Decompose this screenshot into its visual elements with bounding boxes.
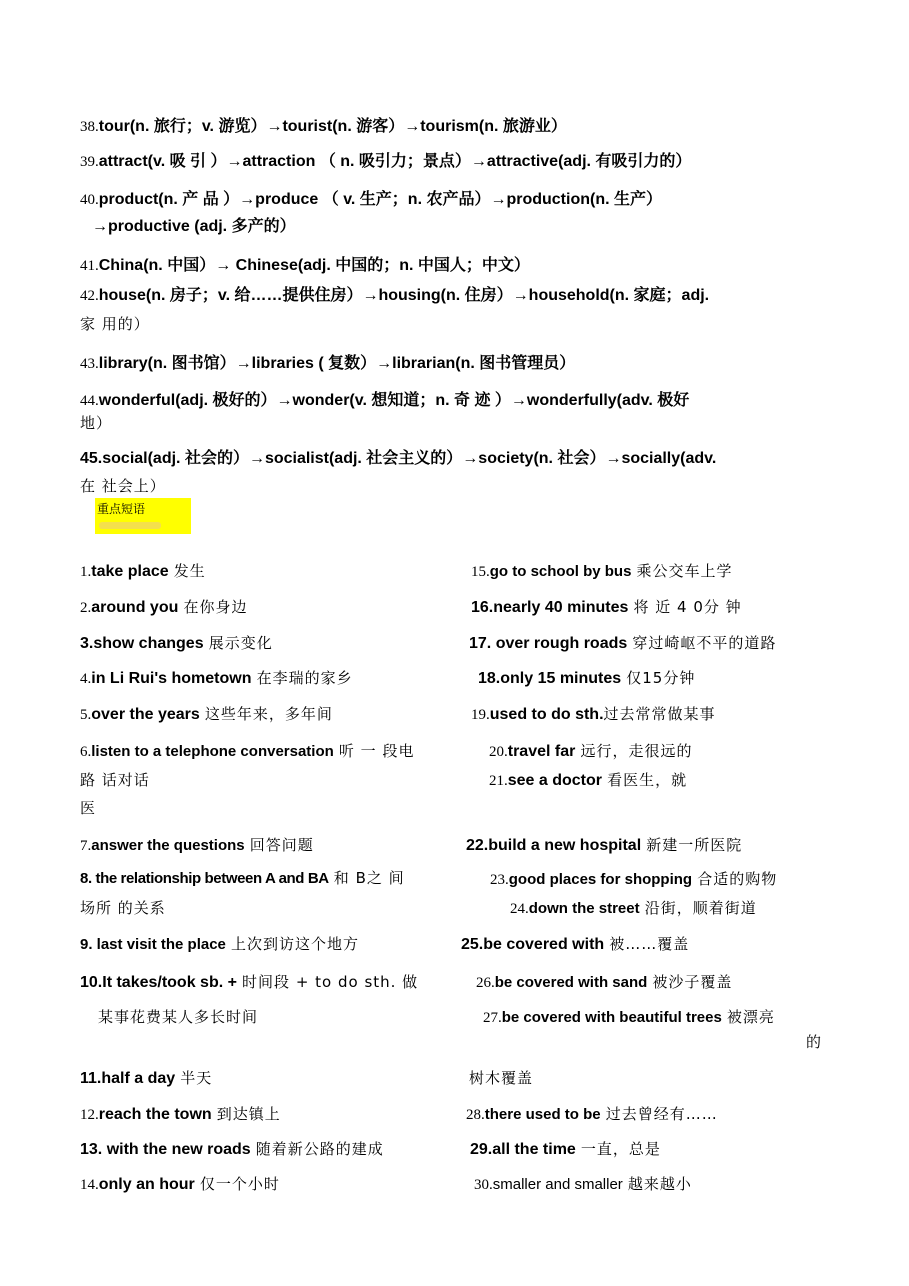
item-number: 21. xyxy=(489,773,508,789)
phrase-zh: 时间段 + to do sth. 做 xyxy=(242,973,419,991)
item-number: 42. xyxy=(80,288,99,304)
phrase-10 xyxy=(80,972,418,993)
phrase-zh: 发生 xyxy=(173,562,206,580)
vocab-text: house(n. 房子；v. 给……提供住房）→housing(n. 住房）→household(n. 家庭；adj. xyxy=(98,287,710,304)
item-number: 12. xyxy=(80,1107,99,1123)
vocab-line-45 xyxy=(80,448,716,469)
phrase-en: 3.show changes xyxy=(80,635,204,652)
item-number: 40. xyxy=(80,192,99,208)
phrase-zh: 仅15分钟 xyxy=(626,669,696,687)
phrase-zh: 一直，总是 xyxy=(580,1140,661,1158)
phrase-zh: 路 话对话 xyxy=(80,771,150,789)
phrase-zh: 场所 的关系 xyxy=(80,899,166,917)
phrase-zh: 被漂亮 xyxy=(726,1008,775,1026)
item-number: 6. xyxy=(80,744,92,760)
vocab-text: →productive (adj. 多产的） xyxy=(92,218,296,235)
phrase-28 xyxy=(466,1104,718,1125)
phrase-en: see a doctor xyxy=(507,772,603,789)
phrase-zh: 这些年来，多年间 xyxy=(204,705,333,723)
phrase-27-cont-1 xyxy=(806,1032,822,1052)
phrase-zh: 医 xyxy=(80,799,97,817)
section-label: 重点短语 xyxy=(97,502,146,516)
phrase-zh: 乘公交车上学 xyxy=(636,562,733,580)
vocab-text: library(n. 图书馆）→libraries ( 复数）→librarian(n. 图书管理员） xyxy=(98,355,576,372)
vocab-text: 家 用的） xyxy=(80,315,150,333)
item-number: 14. xyxy=(80,1177,99,1193)
item-number: 39. xyxy=(80,154,99,170)
phrase-3 xyxy=(80,633,273,654)
phrase-23 xyxy=(490,869,777,890)
phrase-zh: 和 B之 间 xyxy=(333,869,405,887)
phrase-zh: 在你身边 xyxy=(183,598,248,616)
phrase-zh: 看医生，就 xyxy=(607,771,688,789)
phrase-zh: 随着新公路的建成 xyxy=(255,1140,384,1158)
phrase-11 xyxy=(80,1068,212,1089)
vocab-line-42-cont xyxy=(80,314,150,334)
phrase-en: 22.build a new hospital xyxy=(466,837,642,854)
phrase-zh: 新建一所医院 xyxy=(646,836,743,854)
item-number: 44. xyxy=(80,393,99,409)
phrase-zh: 沿街，顺着街道 xyxy=(644,899,757,917)
phrase-6-cont xyxy=(80,770,150,790)
item-number: 30. xyxy=(474,1177,493,1193)
phrase-en: around you xyxy=(91,599,179,616)
phrase-8 xyxy=(80,868,405,889)
phrase-18 xyxy=(478,668,695,689)
item-number: 24. xyxy=(510,901,529,917)
vocab-text: 在 社会上） xyxy=(80,477,166,495)
phrase-en: good places for shopping xyxy=(508,871,693,888)
vocab-text: attract(v. 吸 引 ）→attraction （ n. 吸引力；景点）→attractive(adj. 有吸引力的） xyxy=(98,153,692,170)
phrase-en: go to school by bus xyxy=(489,563,632,580)
phrase-27-cont-2 xyxy=(469,1068,533,1088)
phrase-zh: 在李瑞的家乡 xyxy=(256,669,353,687)
phrase-14 xyxy=(80,1174,280,1195)
phrase-zh: 回答问题 xyxy=(249,836,314,854)
item-number: 7. xyxy=(80,838,92,854)
item-number: 26. xyxy=(476,975,495,991)
phrase-25 xyxy=(461,934,689,955)
phrase-zh: 到达镇上 xyxy=(216,1105,281,1123)
phrase-12 xyxy=(80,1104,281,1125)
vocab-text: product(n. 产 品 ）→produce （ v. 生产；n. 农产品）→production(n. 生产） xyxy=(98,191,662,208)
vocab-line-44 xyxy=(80,390,689,411)
phrase-zh: 的 xyxy=(806,1033,823,1051)
vocab-text: 45.social(adj. 社会的）→socialist(adj. 社会主义的）→society(n. 社会）→socially(adv. xyxy=(80,450,717,467)
phrase-1 xyxy=(80,561,206,582)
vocab-line-45-cont xyxy=(80,476,166,496)
phrase-en: 18.only 15 minutes xyxy=(478,670,622,687)
item-number: 20. xyxy=(489,744,508,760)
phrase-en: there used to be xyxy=(484,1106,601,1123)
phrase-en: 11.half a day xyxy=(80,1070,176,1087)
phrase-en: in Li Rui's hometown xyxy=(91,670,252,687)
phrase-21 xyxy=(489,770,687,791)
phrase-15 xyxy=(471,561,733,582)
vocab-line-42 xyxy=(80,285,709,306)
phrase-zh: 过去常常做某事 xyxy=(603,705,716,723)
phrase-zh: 听 一 段电 xyxy=(338,742,415,760)
phrase-24 xyxy=(510,898,757,919)
phrase-zh: 远行，走很远的 xyxy=(580,742,693,760)
phrase-zh: 越来越小 xyxy=(627,1175,692,1193)
vocab-line-44-cont xyxy=(80,413,112,433)
phrase-17 xyxy=(469,633,776,654)
phrase-zh: 树木覆盖 xyxy=(469,1069,534,1087)
phrase-en: 25.be covered with xyxy=(461,936,605,953)
item-number: 4. xyxy=(80,671,92,687)
phrase-2 xyxy=(80,597,247,618)
section-label-highlight xyxy=(95,498,191,534)
item-number: 43. xyxy=(80,356,99,372)
vocab-line-40-cont xyxy=(92,216,296,237)
phrase-9 xyxy=(80,934,359,955)
phrase-7 xyxy=(80,835,314,856)
phrase-30 xyxy=(474,1174,692,1195)
phrase-29 xyxy=(470,1139,661,1160)
phrase-en: 10.It takes/took sb. + xyxy=(80,974,237,991)
phrase-20 xyxy=(489,741,692,762)
phrase-en: down the street xyxy=(528,900,640,917)
phrase-22 xyxy=(466,835,742,856)
item-number: 19. xyxy=(471,707,490,723)
vocab-text: tour(n. 旅行；v. 游览）→tourist(n. 游客）→tourism(n. 旅游业） xyxy=(98,118,567,135)
phrase-21-cont xyxy=(80,798,96,818)
item-number: 28. xyxy=(466,1107,485,1123)
phrase-19 xyxy=(471,704,716,725)
phrase-zh: 仅一个小时 xyxy=(199,1175,280,1193)
vocab-line-43 xyxy=(80,353,575,374)
phrase-26 xyxy=(476,972,732,993)
item-number: 15. xyxy=(471,564,490,580)
phrase-en: listen to a telephone conversation xyxy=(91,743,334,760)
vocab-text: China(n. 中国）→ Chinese(adj. 中国的；n. 中国人；中文） xyxy=(98,257,530,274)
phrase-zh: 上次到访这个地方 xyxy=(231,935,360,953)
item-number: 1. xyxy=(80,564,92,580)
phrase-en: answer the questions xyxy=(91,837,245,854)
item-number: 5. xyxy=(80,707,92,723)
vocab-text: 地） xyxy=(80,414,113,432)
item-number: 41. xyxy=(80,258,99,274)
phrase-5 xyxy=(80,704,333,725)
item-number: 27. xyxy=(483,1010,502,1026)
phrase-zh: 被沙子覆盖 xyxy=(652,973,733,991)
item-number: 2. xyxy=(80,600,92,616)
phrase-en: 9. last visit the place xyxy=(80,936,226,953)
phrase-zh: 合适的购物 xyxy=(697,870,778,888)
phrase-zh: 过去曾经有…… xyxy=(605,1105,718,1123)
vocab-line-38 xyxy=(80,116,567,137)
phrase-10-cont xyxy=(98,1007,258,1027)
phrase-zh: 半天 xyxy=(180,1069,213,1087)
phrase-16 xyxy=(471,597,742,618)
blurred-text xyxy=(99,522,161,529)
phrase-en: over the years xyxy=(91,706,200,723)
phrase-en: used to do sth. xyxy=(489,706,604,723)
vocab-line-41 xyxy=(80,255,530,276)
phrase-en: smaller and smaller xyxy=(492,1176,623,1193)
phrase-zh: 将 近 4 0分 钟 xyxy=(633,598,742,616)
phrase-27 xyxy=(483,1007,775,1028)
phrase-en: 16.nearly 40 minutes xyxy=(471,599,629,616)
phrase-en: 8. the relationship between A and BA xyxy=(80,870,329,887)
phrase-23-cont xyxy=(80,898,166,918)
item-number: 23. xyxy=(490,872,509,888)
vocab-line-39 xyxy=(80,151,691,172)
vocab-text: wonderful(adj. 极好的）→wonder(v. 想知道；n. 奇 迹 ）→wonderfully(adv. 极好 xyxy=(98,392,690,409)
phrase-en: be covered with beautiful trees xyxy=(501,1009,722,1026)
phrase-en: 29.all the time xyxy=(470,1141,576,1158)
item-number: 38. xyxy=(80,119,99,135)
phrase-zh: 展示变化 xyxy=(208,634,273,652)
phrase-en: take place xyxy=(91,563,169,580)
phrase-en: travel far xyxy=(507,743,576,760)
phrase-en: 17. over rough roads xyxy=(469,635,628,652)
phrase-zh: 穿过崎岖不平的道路 xyxy=(632,634,777,652)
phrase-6 xyxy=(80,741,414,762)
phrase-13 xyxy=(80,1139,384,1160)
vocab-line-40 xyxy=(80,189,662,210)
phrase-en: be covered with sand xyxy=(494,974,648,991)
phrase-4 xyxy=(80,668,353,689)
phrase-zh: 某事花费某人多长时间 xyxy=(98,1008,259,1026)
phrase-en: reach the town xyxy=(98,1106,212,1123)
phrase-en: 13. with the new roads xyxy=(80,1141,251,1158)
phrase-en: only an hour xyxy=(98,1176,195,1193)
phrase-zh: 被……覆盖 xyxy=(609,935,690,953)
